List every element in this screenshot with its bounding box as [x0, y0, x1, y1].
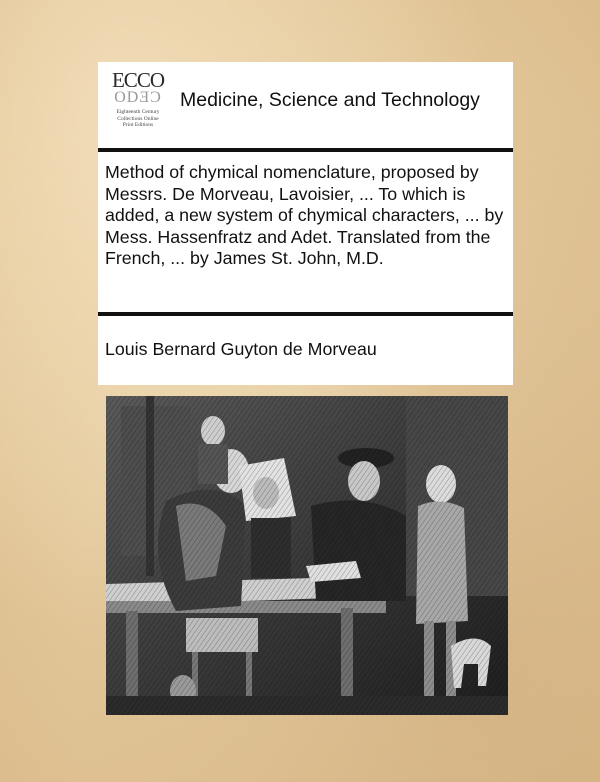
series-title: Medicine, Science and Technology: [180, 89, 480, 111]
ecco-logo: [106, 70, 170, 142]
ecco-logo-caption: [106, 109, 170, 129]
title-top-rule: [98, 148, 513, 152]
ecco-logo-mirror: ODƎƆ: [114, 89, 162, 106]
engraving-illustration-icon: [106, 396, 508, 715]
cover-engraving: [106, 396, 508, 715]
ecco-caption-line: Print Editions: [122, 122, 154, 128]
cover-label-panel: [98, 62, 513, 385]
ecco-logo-mark: ECCO: [111, 68, 164, 92]
title-bottom-rule: [98, 312, 513, 316]
series-header: [98, 62, 513, 148]
book-title: Method of chymical nomenclature, proposed by Messrs. De Morveau, Lavoisier, ... To which is added, a new system of chymical characters, ... by Mess. Hassenfratz and Adet. Translated from the French, ... by James St. John, M.D.: [105, 162, 504, 268]
ecco-caption-line: Collections Online: [117, 115, 159, 122]
author-name: Louis Bernard Guyton de Morveau: [105, 339, 377, 359]
ecco-caption-line: Eighteenth Century: [116, 109, 160, 115]
